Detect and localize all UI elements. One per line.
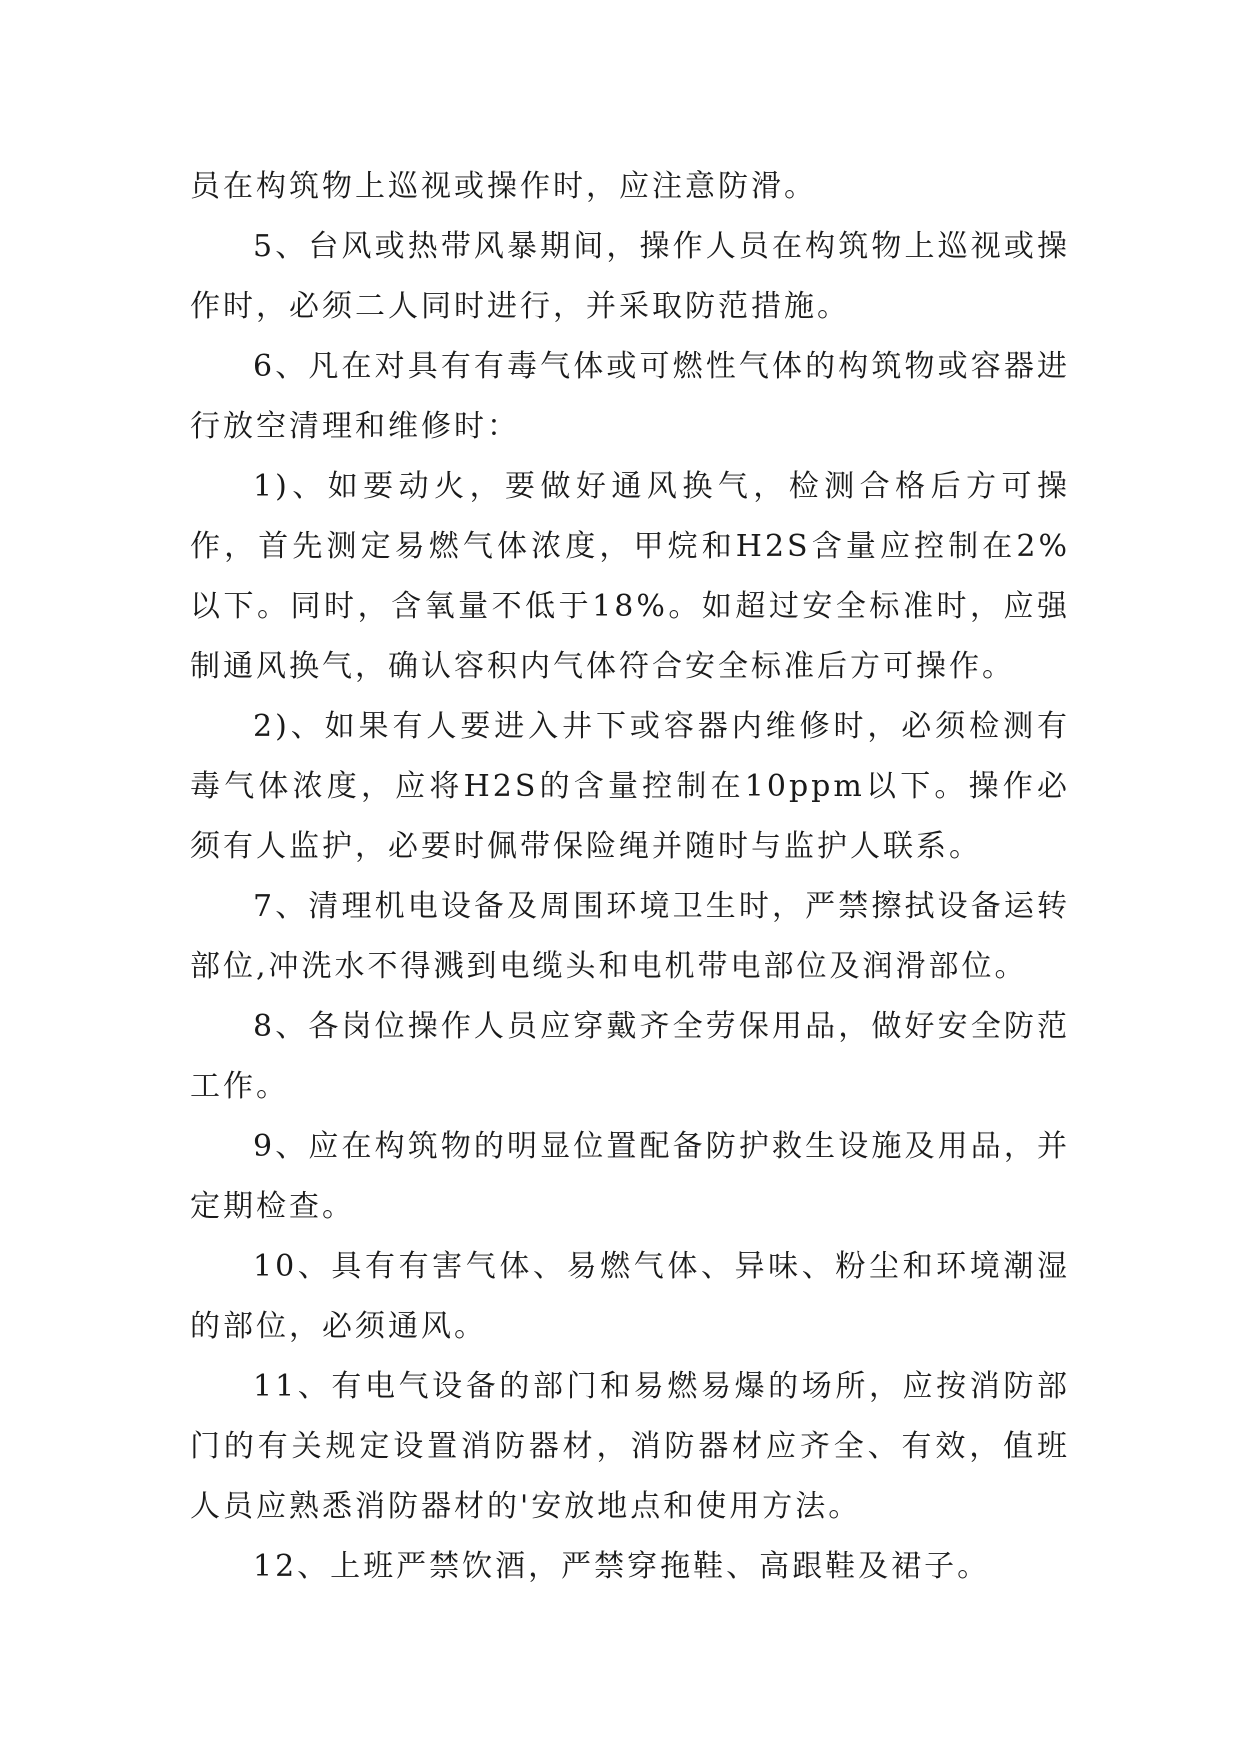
paragraph-item-6: 6、凡在对具有有毒气体或可燃性气体的构筑物或容器进行放空清理和维修时： (190, 349, 1070, 444)
document-body (190, 157, 1070, 1597)
paragraph-item-11: 11、有电气设备的部门和易燃易爆的场所，应按消防部门的有关规定设置消防器材，消防器材应齐全、有效，值班人员应熟悉消防器材的'安放地点和使用方法。 (190, 1369, 1070, 1524)
paragraph-item-10: 10、具有有害气体、易燃气体、异味、粉尘和环境潮湿的部位，必须通风。 (190, 1249, 1070, 1344)
paragraph-item-8: 8、各岗位操作人员应穿戴齐全劳保用品，做好安全防范工作。 (190, 1009, 1070, 1104)
paragraph-item-12: 12、上班严禁饮酒，严禁穿拖鞋、高跟鞋及裙子。 (253, 1549, 991, 1584)
paragraph-continuation: 员在构筑物上巡视或操作时，应注意防滑。 (190, 169, 817, 204)
paragraph-item-6-1: 1)、如要动火，要做好通风换气，检测合格后方可操作，首先测定易燃气体浓度，甲烷和H2S含量应控制在2%以下。同时，含氧量不低于18%。如超过安全标准时，应强制通风换气，确认容积内气体符合安全标准后方可操作。 (190, 469, 1070, 684)
paragraph-item-5: 5、台风或热带风暴期间，操作人员在构筑物上巡视或操作时，必须二人同时进行，并采取防范措施。 (190, 229, 1070, 324)
paragraph-item-6-2: 2)、如果有人要进入井下或容器内维修时，必须检测有毒气体浓度，应将H2S的含量控制在10ppm以下。操作必须有人监护，必要时佩带保险绳并随时与监护人联系。 (190, 709, 1070, 864)
paragraph-item-9: 9、应在构筑物的明显位置配备防护救生设施及用品，并定期检查。 (190, 1129, 1070, 1224)
paragraph-item-7: 7、清理机电设备及周围环境卫生时，严禁擦拭设备运转部位,冲洗水不得溅到电缆头和电机带电部位及润滑部位。 (190, 889, 1070, 984)
